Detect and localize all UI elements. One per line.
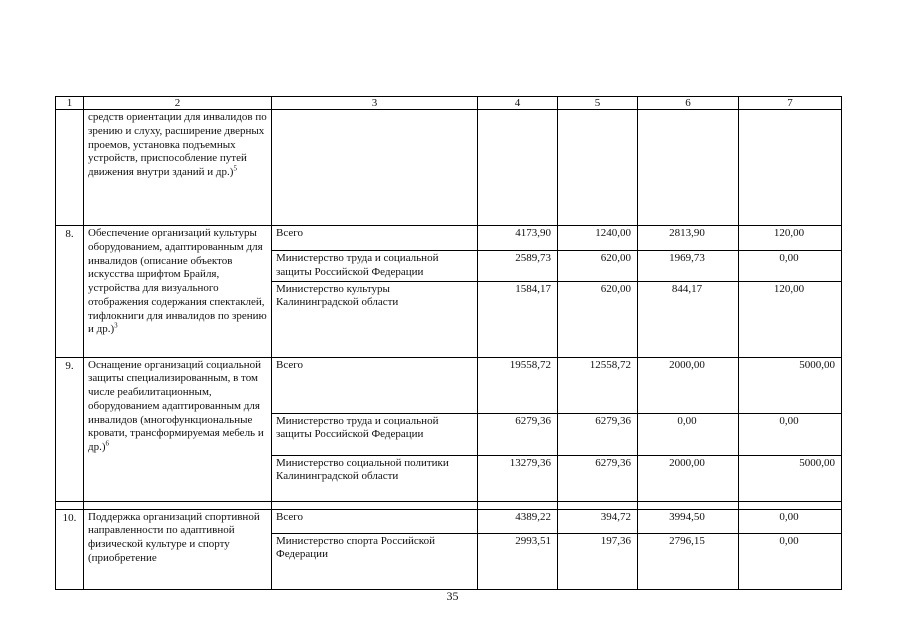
row-description [84,501,272,509]
row-number [56,110,84,226]
value-cell [638,110,739,226]
row-number [56,501,84,509]
table-row [56,501,842,509]
header-cell: 3 [272,97,478,110]
header-cell: 2 [84,97,272,110]
value-cell: 13279,36 [478,455,558,501]
value-cell: 4389,22 [478,509,558,533]
value-cell: 197,36 [558,533,638,589]
value-cell: 12558,72 [558,357,638,413]
value-cell: 0,00 [739,251,842,282]
value-cell [558,501,638,509]
value-cell: 120,00 [739,281,842,357]
executor-cell: Министерство труда и социальной защиты Российской Федерации [272,413,478,455]
header-cell: 5 [558,97,638,110]
value-cell: 5000,00 [739,455,842,501]
value-cell [638,501,739,509]
row-description: Поддержка организаций спортивной направленности по адаптивной физической культуре и спорту (приобретение [84,509,272,589]
header-cell: 4 [478,97,558,110]
table-row [56,509,842,533]
description-text: Оснащение организаций социальной защиты специализированным, в том числе реабилитационным, оборудованием адаптированным для инвалидов (многофункциональные кровати, трансформируемая мебель и др.) [88,358,264,453]
executor-cell: Всего [272,226,478,251]
value-cell: 2000,00 [638,357,739,413]
description-text: Обеспечение организаций культуры оборудованием, адаптированным для инвалидов (описание объектов искусства шрифтом Брайля, устройства для визуального отображения содержания спектаклей, тифлокниги для инвалидов по зрению и др.) [88,227,267,336]
value-cell: 4173,90 [478,226,558,251]
executor-cell: Министерство труда и социальной защиты Российской Федерации [272,251,478,282]
value-cell: 0,00 [739,509,842,533]
budget-table [55,96,842,590]
description-text: средств ориентации для инвалидов по зрению и слуху, расширение дверных проемов, установка подъемных устройств, приспособление путей движения внутри зданий и др.) [88,111,267,178]
value-cell: 0,00 [638,413,739,455]
value-cell: 1584,17 [478,281,558,357]
value-cell [739,110,842,226]
executor-cell: Всего [272,509,478,533]
value-cell: 394,72 [558,509,638,533]
row-number: 9. [56,357,84,501]
value-cell: 1969,73 [638,251,739,282]
value-cell: 5000,00 [739,357,842,413]
value-cell: 3994,50 [638,509,739,533]
header-cell: 1 [56,97,84,110]
value-cell: 120,00 [739,226,842,251]
executor-cell [272,110,478,226]
table-row [56,226,842,251]
value-cell: 0,00 [739,413,842,455]
value-cell: 2000,00 [638,455,739,501]
row-number: 10. [56,509,84,589]
footnote-mark: 6 [105,439,110,448]
executor-cell: Министерство культуры Калининградской области [272,281,478,357]
table-row [56,357,842,413]
executor-cell: Министерство спорта Российской Федерации [272,533,478,589]
row-description [84,226,272,358]
value-cell: 6279,36 [558,455,638,501]
table-row [56,110,842,226]
value-cell: 0,00 [739,533,842,589]
footnote-mark: 5 [233,164,237,173]
row-number: 8. [56,226,84,358]
value-cell [478,501,558,509]
value-cell: 2796,15 [638,533,739,589]
executor-cell: Всего [272,357,478,413]
value-cell [558,110,638,226]
value-cell [478,110,558,226]
row-description [84,110,272,226]
footnote-mark: 3 [114,321,118,330]
value-cell: 2813,90 [638,226,739,251]
value-cell: 2993,51 [478,533,558,589]
value-cell: 6279,36 [558,413,638,455]
value-cell: 620,00 [558,251,638,282]
value-cell: 2589,73 [478,251,558,282]
page-number: 35 [446,589,459,603]
header-cell: 6 [638,97,739,110]
header-cell: 7 [739,97,842,110]
value-cell [739,501,842,509]
value-cell: 620,00 [558,281,638,357]
value-cell: 1240,00 [558,226,638,251]
value-cell: 6279,36 [478,413,558,455]
executor-cell: Министерство социальной политики Калининградской области [272,455,478,501]
value-cell: 19558,72 [478,357,558,413]
row-description [84,357,272,501]
executor-cell [272,501,478,509]
value-cell: 844,17 [638,281,739,357]
header-row [56,97,842,110]
